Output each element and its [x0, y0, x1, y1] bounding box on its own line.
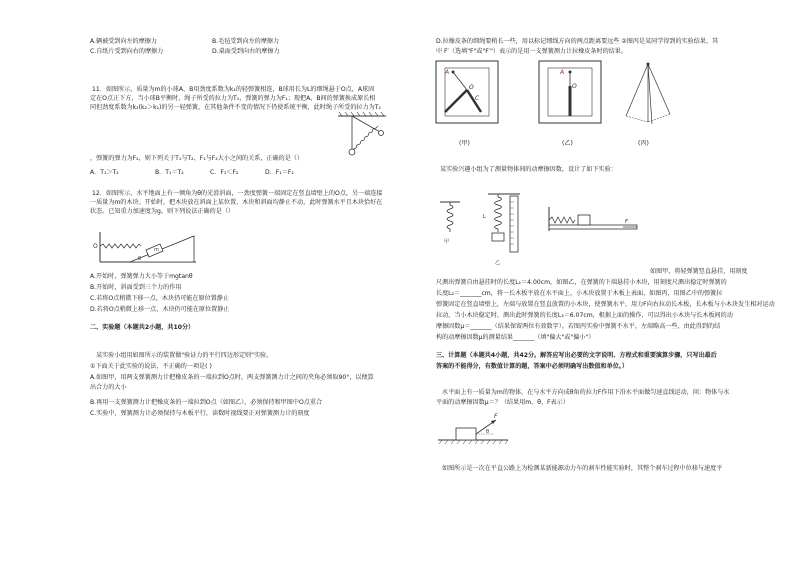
exp1-figure-jia: [435, 60, 503, 126]
fig-label-jia: (甲): [459, 140, 470, 147]
exp2-label-f: F: [625, 219, 628, 225]
jia-label-a: A: [445, 69, 450, 76]
calc1-line2: 平面的动摩擦因数μ＝？（结果用m、θ、F表示）: [436, 399, 569, 406]
fig-label-bing: (丙): [638, 140, 649, 147]
exp2-figure-yi: [478, 192, 530, 270]
section-3-heading-line2: 答案的不能得分，有数值计算的题，答案中必须明确写出数值和单位。）: [436, 363, 628, 370]
section-3-heading-line1: 三、计算题（本题共4小题，共42分。解答应写出必要的文字说明、方程式和重要演算步骤，只写出最后: [436, 352, 717, 359]
exp2-text-6: 摩擦因数μ＝_______（结果保留两位有效数字）。若图丙实验中弹簧不水平，左端略高一些，由此得到的结: [436, 323, 721, 330]
exp1-option-c: C.实验中，弹簧测力计必须保持与木板平行，读数时视线要正对弹簧测力计的刻度: [90, 410, 310, 417]
yi-label-a: A: [560, 69, 565, 76]
q12-label-m: m: [154, 247, 159, 253]
exp2-text-2: 尺测出弹簧自由悬挂时的长度L₁＝4.00cm，如图乙，在弹簧的下端悬挂小木块，用刻度尺测出稳定时弹簧的: [436, 279, 727, 286]
section-2-heading: 二、实验题（本题共2小题，共10分）: [90, 324, 195, 331]
fig-label-yi: (乙): [562, 140, 573, 147]
calc-label-theta: θ: [486, 429, 490, 435]
exp1-line1: 某实验小组用如图所示的装置做"验证力的平行四边形定则"实验。: [96, 352, 273, 359]
q12-option-c: C.若将O点稍微下移一点，木块仍可能在原位置静止: [90, 295, 229, 302]
q12-label-theta: θ: [138, 256, 142, 262]
exp1-option-a-line2: 出合力的大小: [90, 384, 127, 391]
calc-label-f: F: [494, 413, 498, 420]
exp2-intro: 某实验兴趣小组为了测量物体间的动摩擦因数，设计了如下实验：: [440, 166, 617, 173]
exp2-text-7: 构的动摩擦因数μ的测量结果_______（填"偏大"或"偏小"）: [436, 334, 595, 341]
yi-label-o: O: [572, 83, 577, 90]
exp2-figure-bing: [545, 205, 641, 237]
exp2-text-1: 如图甲，将轻弹簧竖直悬挂，用刻度: [650, 268, 748, 275]
exp1-figure-bing: [618, 60, 678, 130]
jia-label-c: C: [475, 95, 480, 102]
q11-line3: 同但劲度系数为k₂(k₂＞k₁)的另一轻弹簧，在其他条件不变的情况下仍使系统平衡，此时绳子所受的拉力为T₂: [90, 104, 381, 111]
q12-line1: 12．如图所示，水平地面上有一倾角为θ的光滑斜面，一劲度弹簧一端固定在竖直墙壁上的O点，另一端连接: [92, 190, 383, 197]
exp1-option-d-line1: D.拉橡皮条的细绳要稍长一些，用以标记细线方向的两点距离要远些 ②图丙是某同学得到的实验结果，其: [436, 38, 719, 45]
exp2-text-4: 弹簧固定在竖直墙壁上，左端与放置在竖直放置的小木块，使弹簧水平，用力F向右拉动长木板，长木板与小木块发生相对运动: [436, 301, 775, 308]
q12-option-a: A.开始时，弹簧弹力大小等于mgtanθ: [90, 273, 193, 280]
exp1-option-b: B.再用一支弹簧测力计把橡皮条的一端拉到O点（如图乙），必须保持和甲图中O点重合: [90, 399, 323, 406]
q10-option-c: C.自纸片受到向右的摩擦力: [90, 48, 164, 55]
exp1-option-a-line1: A.如图甲，用两支弹簧测力计把橡皮条的一端拉到O点时，两支弹簧测力计之间的夹角必须取90°，以便算: [90, 374, 374, 381]
calc1-line1: 水平面上有一质量为m的物体，在与水平方向成θ角的拉力F作用下沿水平面做匀速直线运动，问：物体与水: [442, 389, 730, 396]
q10-option-b: B.毛毡受到向左的摩擦力: [212, 38, 280, 45]
exp2-yi-label: 乙: [495, 260, 501, 266]
q11-line1: 11．如图所示，质量为m的小球A、B用劲度系数为k₁的轻弹簧相连，B球用长为L的细绳悬于O点，A球固: [92, 86, 375, 93]
exp2-figure-jia: [436, 198, 464, 246]
q11-option-b: B．T₁＝T₂: [155, 169, 184, 176]
exp1-figure-yi: [538, 60, 606, 126]
q12-option-d: D.若将O点稍微上移一点，木块仍可能在原位置静止: [90, 306, 230, 313]
q12-line2: 一质量为m的木块。开始时，把木块放在斜面上某位置，木块和斜面均静止不动，此时弹簧水平且木块恰好在: [90, 199, 383, 206]
calc2-line1: 如图所示是一次在平直公路上为检测某新能源动力车的刹车性能实验时，其整个刹车过程中位移与速度平: [442, 465, 723, 472]
q11-line2: 定在O点正下方，当小球B平衡时，绳子所受的拉力为T₁，弹簧的弹力为F₁；现把A、B间的弹簧换成原长相: [90, 95, 376, 102]
calc1-figure: [436, 410, 512, 446]
exp1-line2: ①下面关于此实验的说法，不正确的一项是( ): [90, 363, 212, 370]
q11-figure: [330, 110, 390, 160]
exp2-text-3: 长度L₂＝_______cm，将一长木板平放在水平面上，小木块放置于木板上表面，如图丙，用图乙中的弹簧拉: [436, 290, 723, 297]
q11-option-d: D．F₁＝F₂: [265, 169, 294, 176]
exp2-text-5: 拉动，当小木块稳定时，测出此时弹簧的长度L₃＝6.07cm，根据上面的操作，可以得出小木块与长木板间的动: [436, 312, 733, 319]
exp2-jia-label: 甲: [444, 239, 450, 245]
q12-label-o: O: [93, 243, 98, 250]
q12-figure: [90, 228, 200, 268]
q12-option-b: B.开始时，斜面受到三个力的作用: [90, 284, 182, 291]
q12-line3: 状态。已知重力加速度为g。则下列说法正确的是（）: [90, 208, 235, 215]
exp1-option-d-line2: 中 F′（选填"F"或"F′"）表示的是用一支弹簧测力计拉橡皮条时的结果。: [436, 48, 627, 55]
exp2-label-l: L: [483, 214, 486, 220]
q10-option-d: D.桌面受到向右的摩擦力: [212, 48, 280, 55]
q10-option-a: A.辆被受到向左的摩擦力: [90, 38, 157, 45]
jia-label-o: O: [469, 84, 474, 91]
q11-option-a: A．T₁＞T₂: [90, 169, 119, 176]
q11-option-c: C．F₁＜F₂: [210, 169, 239, 176]
q11-line4: ，弹簧的弹力为F₂，则下列关于T₁与T₂、F₁与F₂大小之间的关系，正确的是（）: [90, 155, 303, 162]
